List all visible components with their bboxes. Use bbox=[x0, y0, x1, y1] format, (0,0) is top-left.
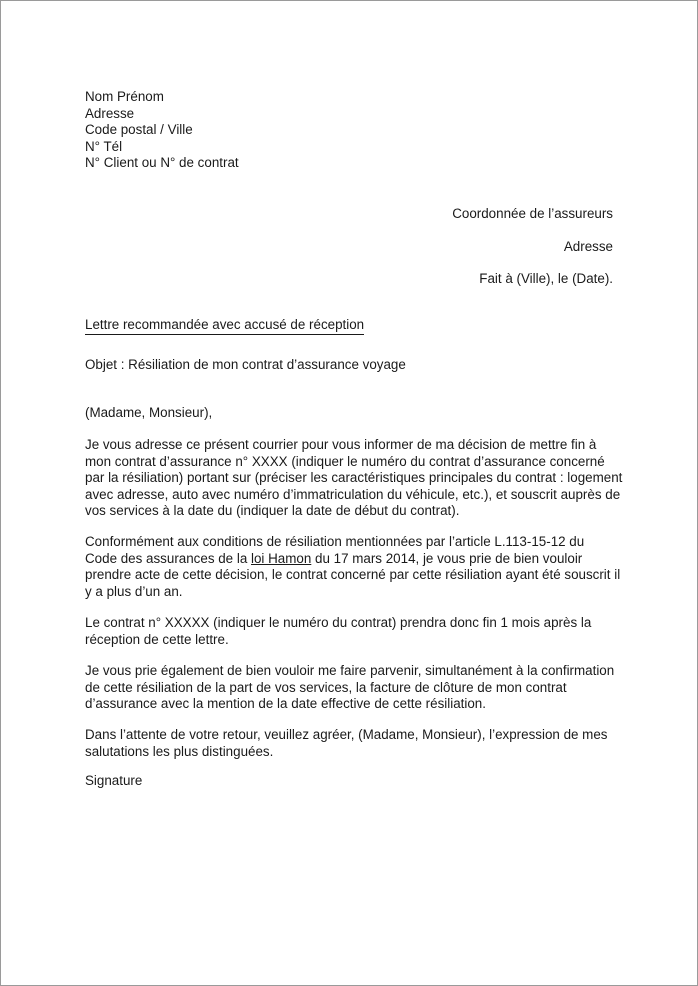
paragraph-closing bbox=[85, 727, 625, 760]
registered-mail-notice: Lettre recommandée avec accusé de réception bbox=[85, 317, 364, 335]
signature: Signature bbox=[85, 773, 143, 788]
paragraph-confirmation-request bbox=[85, 663, 625, 713]
letter-subject: Objet : Résiliation de mon contrat d’assurance voyage bbox=[85, 357, 406, 372]
paragraph-line: d’assurance avec la mention de la date effective de cette résiliation. bbox=[85, 696, 486, 712]
recipient-address: Adresse bbox=[563, 239, 613, 254]
paragraph-line: avec adresse, auto avec numéro d’immatriculation du véhicule, etc.), et souscrit auprès de bbox=[85, 486, 621, 502]
paragraph-intent bbox=[85, 437, 625, 520]
paragraph-line bbox=[85, 551, 625, 568]
salutation: (Madame, Monsieur), bbox=[85, 405, 213, 420]
paragraph-end-date bbox=[85, 615, 625, 648]
paragraph-line: Dans l’attente de votre retour, veuillez agréer, (Madame, Monsieur), l’expression de mes bbox=[85, 727, 608, 742]
sender-block bbox=[85, 89, 239, 172]
paragraph-line: prendre acte de cette décision, le contrat concerné par cette résiliation ayant été souscrit il bbox=[85, 567, 621, 583]
sender-phone: N° Tél bbox=[85, 138, 123, 154]
paragraph-line: réception de cette lettre. bbox=[85, 631, 229, 647]
recipient-insurer: Coordonnée de l’assureurs bbox=[452, 206, 613, 221]
text-fragment: du 17 mars 2014, je vous prie de bien vouloir bbox=[311, 550, 583, 566]
paragraph-line: Le contrat n° XXXXX (indiquer le numéro du contrat) prendra donc fin 1 mois après la bbox=[85, 615, 592, 630]
sender-client-number: N° Client ou N° de contrat bbox=[85, 155, 239, 171]
paragraph-line: salutations les plus distinguées. bbox=[85, 743, 274, 759]
paragraph-line: mon contrat d’assurance n° XXXX (indiquer le numéro du contrat d’assurance concerné bbox=[85, 453, 605, 469]
text-fragment: Code des assurances de la bbox=[85, 550, 251, 566]
loi-hamon-link[interactable]: loi Hamon bbox=[251, 550, 312, 566]
paragraph-line: y a plus d’un an. bbox=[85, 583, 183, 599]
paragraph-line: vos services à la date du (indiquer la date de début du contrat). bbox=[85, 503, 460, 519]
paragraph-legal-basis bbox=[85, 534, 625, 600]
paragraph-line: Je vous prie également de bien vouloir me faire parvenir, simultanément à la confirmation bbox=[85, 663, 615, 678]
place-date: Fait à (Ville), le (Date). bbox=[479, 271, 613, 286]
sender-address: Adresse bbox=[85, 105, 135, 121]
paragraph-line: Je vous adresse ce présent courrier pour vous informer de ma décision de mettre fin à bbox=[85, 437, 597, 452]
paragraph-line: de cette résiliation de la part de vos services, la facture de clôture de mon contrat bbox=[85, 679, 567, 695]
sender-postal-city: Code postal / Ville bbox=[85, 122, 193, 138]
paragraph-line: Conformément aux conditions de résiliation mentionnées par l’article L.113-15-12 du bbox=[85, 534, 585, 549]
paragraph-line: par la résiliation) portant sur (préciser les caractéristiques principales du contrat : logement bbox=[85, 470, 623, 486]
sender-name: Nom Prénom bbox=[85, 89, 164, 104]
